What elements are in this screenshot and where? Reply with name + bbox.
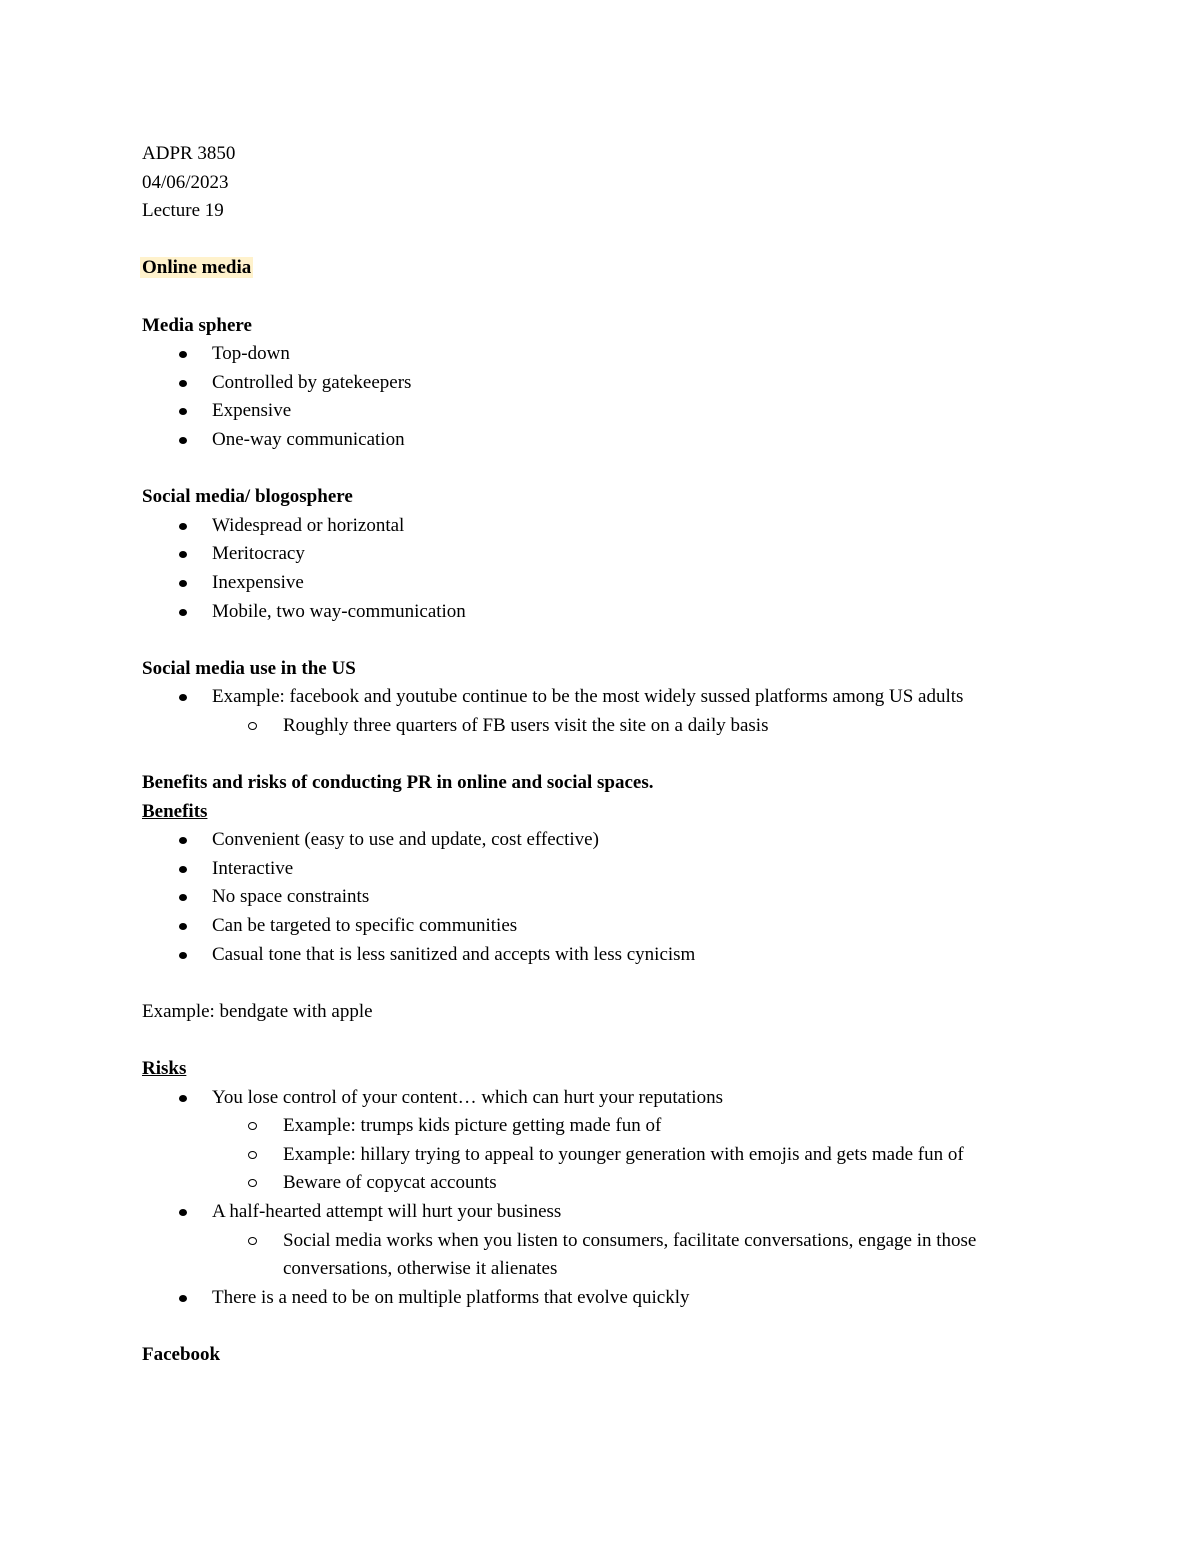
list-item [142,397,1072,426]
list-item-text: Convenient (easy to use and update, cost effective) [212,829,599,851]
list-item [142,855,1072,884]
risks-list-2 [142,1198,1072,1227]
risks-list-1 [142,1084,1072,1113]
spacer [142,626,1072,655]
list-item-text: Interactive [212,857,294,879]
risks-list-3 [142,1284,1072,1313]
list-item [142,340,1072,369]
bullet-icon [179,837,187,844]
list-item-text: Meritocracy [212,543,305,565]
bullet-icon [179,580,187,587]
circle-bullet-icon [248,1179,257,1187]
spacer [142,226,1072,255]
list-item [142,1084,1072,1113]
list-item-text: Widespread or horizontal [212,514,405,536]
list-item-text: Controlled by gatekeepers [212,371,412,393]
spacer [142,1312,1072,1341]
benefits-list [142,826,1072,969]
list-item-text: Example: hillary trying to appeal to younger generation with emojis and gets made fun of [283,1143,964,1165]
circle-bullet-icon [248,1237,257,1245]
sub-list-item [142,1112,1072,1141]
list-item-text: Casual tone that is less sanitized and accepts with less cynicism [212,943,696,965]
bullet-icon [179,380,187,387]
bullet-icon [179,523,187,530]
spacer [142,969,1072,998]
bullet-icon [179,952,187,959]
list-item-text: Expensive [212,400,292,422]
bullet-icon [179,1295,187,1302]
sub-list-item [142,1141,1072,1170]
list-item [142,941,1072,970]
bullet-icon [179,894,187,901]
facebook-heading: Facebook [142,1343,221,1365]
benefits-risks-heading: Benefits and risks of conducting PR in online and social spaces. [142,772,654,794]
social-media-list [142,512,1072,626]
lecture-date: 04/06/2023 [142,171,229,193]
bullet-icon [179,1095,187,1102]
sub-list-item [142,712,1072,741]
list-item-text: Can be targeted to specific communities [212,915,518,937]
bullet-icon [179,609,187,616]
list-item-text: No space constraints [212,886,370,908]
bullet-icon [179,694,187,701]
course-code: ADPR 3850 [142,143,236,164]
lecture-number: Lecture 19 [142,200,224,222]
list-item [142,569,1072,598]
list-item [142,912,1072,941]
us-use-sublist [142,712,1072,741]
social-media-heading: Social media/ blogosphere [142,486,353,508]
spacer [142,1026,1072,1055]
bullet-icon [179,551,187,558]
list-item [142,1284,1072,1313]
us-use-list [142,683,1072,712]
list-item [142,683,1072,712]
list-item-text: Top-down [212,343,290,365]
list-item [142,369,1072,398]
list-item [142,598,1072,627]
list-item-text: One-way communication [212,428,405,450]
circle-bullet-icon [248,722,257,730]
risks-heading: Risks [142,1058,187,1079]
spacer [142,283,1072,312]
bullet-icon [179,1209,187,1216]
circle-bullet-icon [248,1122,257,1130]
list-item-text: Example: trumps kids picture getting made fun of [283,1115,662,1137]
list-item-text: Beware of copycat accounts [283,1172,497,1194]
topic-heading [142,254,1072,283]
list-item [142,512,1072,541]
list-item-text: Inexpensive [212,571,304,593]
benefits-heading: Benefits [142,800,208,822]
list-item-text: Mobile, two way-communication [212,600,466,622]
topic-highlight: Online media [142,257,252,279]
list-item [142,540,1072,569]
us-use-heading: Social media use in the US [142,657,356,679]
list-item-text: A half-hearted attempt will hurt your business [212,1200,562,1222]
circle-bullet-icon [248,1151,257,1159]
sub-list-item [142,1227,1072,1284]
list-item [142,826,1072,855]
list-item [142,883,1072,912]
bullet-icon [179,408,187,415]
list-item-text: Roughly three quarters of FB users visit the site on a daily basis [283,714,769,736]
list-item [142,426,1072,455]
bullet-icon [179,351,187,358]
list-item-text: There is a need to be on multiple platforms that evolve quickly [212,1286,690,1308]
list-item-text: Example: facebook and youtube continue to be the most widely sussed platforms among US adults [212,686,964,708]
example-text: Example: bendgate with apple [142,1000,373,1022]
media-sphere-list [142,340,1072,454]
list-item-text: You lose control of your content… which can hurt your reputations [212,1086,723,1108]
sub-list-item [142,1169,1072,1198]
bullet-icon [179,437,187,444]
list-item-text: Social media works when you listen to consumers, facilitate conversations, engage in those conversations, otherwise it alienates [283,1229,977,1280]
risks-sublist-1 [142,1112,1072,1198]
bullet-icon [179,866,187,873]
document-page [142,140,1072,1370]
risks-sublist-2 [142,1227,1072,1284]
spacer [142,455,1072,484]
bullet-icon [179,923,187,930]
list-item [142,1198,1072,1227]
media-sphere-heading: Media sphere [142,314,252,336]
spacer [142,740,1072,769]
